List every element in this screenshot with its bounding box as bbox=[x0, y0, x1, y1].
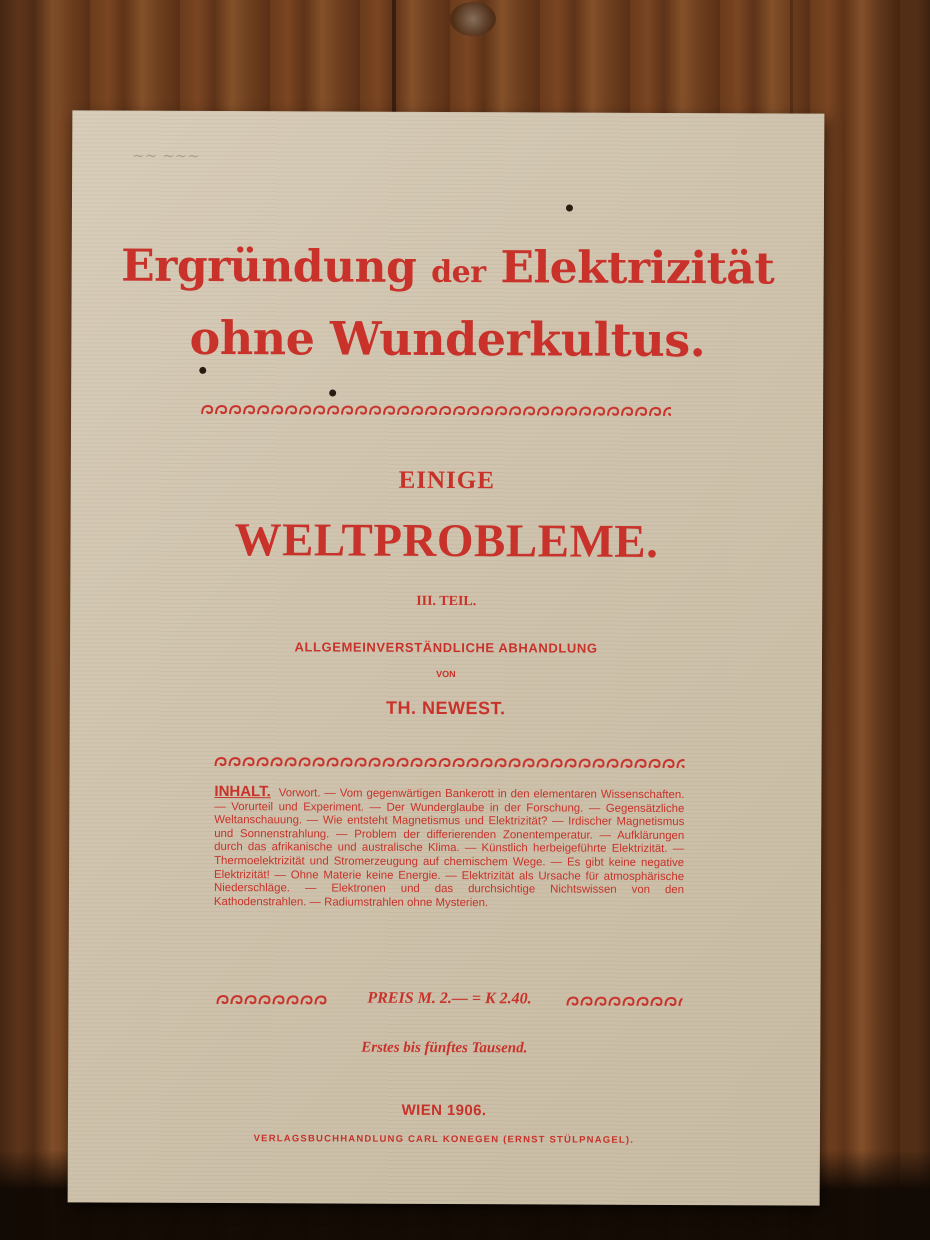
by-label: VON bbox=[436, 668, 456, 680]
subtitle: ALLGEMEINVERSTÄNDLICHE ABHANDLUNG bbox=[294, 639, 598, 656]
book-cover bbox=[68, 110, 825, 1205]
title-word: der bbox=[431, 254, 486, 291]
cover-title-line-1 bbox=[72, 240, 824, 294]
city-year: WIEN 1906. bbox=[401, 1101, 487, 1120]
contents-text: Vorwort. — Vom gegenwärtigen Bankerott in den elementaren Wissenschaften. — Vorurteil und Experiment. — Der Wunderglaube in der Forschung. — Gegensätzliche Weltanschauung. — Wie entsteht Magnetismus und Elektrizität? — Irdischer Magnetismus und Sonnenstrahlung. — Problem der differierenden Zonentemperatur. — Aufklärungen durch das afrikanische und australische Klima. — Künstlich herbeigeführte Elektrizität. — Thermoelektrizität und Stromerzeugung auf chemischem Wege. — Es gibt keine negative Elektrizität! — Ohne Materie keine Energie. — Elektrizität als Ursache für atmosphärische Niederschläge. — Elektronen und das durchsichtige Nichtswissen von den Kathodenstrahlen. — Radiumstrahlen ohne Mysterien. bbox=[213, 787, 685, 909]
part-number: III. TEIL. bbox=[416, 593, 477, 610]
price-line bbox=[216, 989, 682, 1013]
title-word: Ergründung bbox=[121, 240, 417, 293]
wood-knot bbox=[450, 2, 496, 36]
price-ornament-right bbox=[566, 995, 682, 1010]
title-word: Elektrizität bbox=[500, 242, 775, 295]
paper-hole bbox=[566, 205, 573, 212]
table-of-contents bbox=[213, 782, 685, 911]
author-name: TH. NEWEST. bbox=[385, 697, 506, 719]
heading-small: EINIGE bbox=[398, 466, 495, 495]
contents-label: INHALT. bbox=[214, 782, 271, 801]
pencil-scribble: ~~ ~~~ bbox=[132, 146, 200, 165]
ornamental-border bbox=[201, 403, 671, 419]
cover-title-line-2: ohne Wunderkultus. bbox=[189, 310, 706, 368]
edition-note: Erstes bis fünftes Tausend. bbox=[361, 1039, 528, 1057]
price: PREIS M. 2.— = K 2.40. bbox=[367, 989, 532, 1008]
paper-hole bbox=[329, 389, 336, 396]
ornamental-border bbox=[215, 755, 685, 771]
publisher: VERLAGSBUCHHANDLUNG CARL KONEGEN (ERNST STÜLPNAGEL). bbox=[253, 1133, 635, 1146]
heading-main: WELTPROBLEME. bbox=[234, 514, 659, 568]
paper-hole bbox=[199, 367, 206, 374]
